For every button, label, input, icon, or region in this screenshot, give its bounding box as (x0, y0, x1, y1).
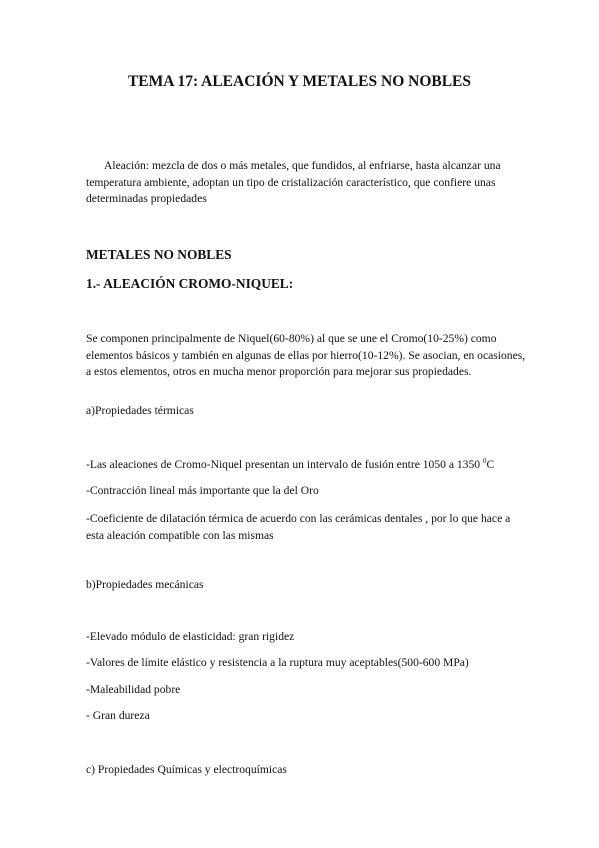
degree-superscript: 0 (482, 457, 487, 465)
chemical-properties-heading: c) Propiedades Químicas y electroquímicas (86, 763, 287, 776)
thermal-item-contraction: -Contracción lineal más importante que la del Oro (86, 484, 319, 497)
intro-paragraph: Aleación: mezcla de dos o más metales, que fundidos, al enfriarse, hasta alcanzar una temperatura ambiente, adoptan un tipo de cristalización característico, que confiere unas determinadas propiedades (86, 159, 501, 205)
thermal-item-fusion (86, 458, 494, 471)
mechanical-item-malleability: -Maleabilidad pobre (86, 683, 181, 696)
mechanical-item-resistance: -Valores de límite elástico y resistencia a la ruptura muy aceptables(500-600 MPa) (86, 656, 469, 669)
mechanical-properties-heading: b)Propiedades mecánicas (86, 578, 204, 591)
fusion-unit: C (486, 458, 495, 471)
thermal-properties-heading: a)Propiedades térmicas (86, 404, 194, 417)
mechanical-item-hardness: - Gran dureza (86, 709, 150, 722)
composition-paragraph: Se componen principalmente de Niquel(60-80%) al que se une el Cromo(10-25%) como elementos básicos y también en algunas de ellas por hierro(10-12%). Se asocian, en ocasiones, a estos elementos, otros en mucha menor proporción para mejorar sus propiedades. (86, 332, 526, 378)
section-heading: METALES NO NOBLES (86, 247, 232, 262)
fusion-text: -Las aleaciones de Cromo-Niquel presentan un intervalo de fusión entre 1050 a 1350 (86, 458, 483, 471)
mechanical-item-elasticity: -Elevado módulo de elasticidad: gran rigidez (86, 630, 295, 643)
page-title: TEMA 17: ALEACIÓN Y METALES NO NOBLES (127, 73, 472, 90)
thermal-item-dilatation: -Coeficiente de dilatación térmica de acuerdo con las cerámicas dentales , por lo que hace a esta aleación compatible con las mismas (86, 512, 511, 542)
subsection-heading: 1.- ALEACIÓN CROMO-NIQUEL: (86, 276, 294, 291)
